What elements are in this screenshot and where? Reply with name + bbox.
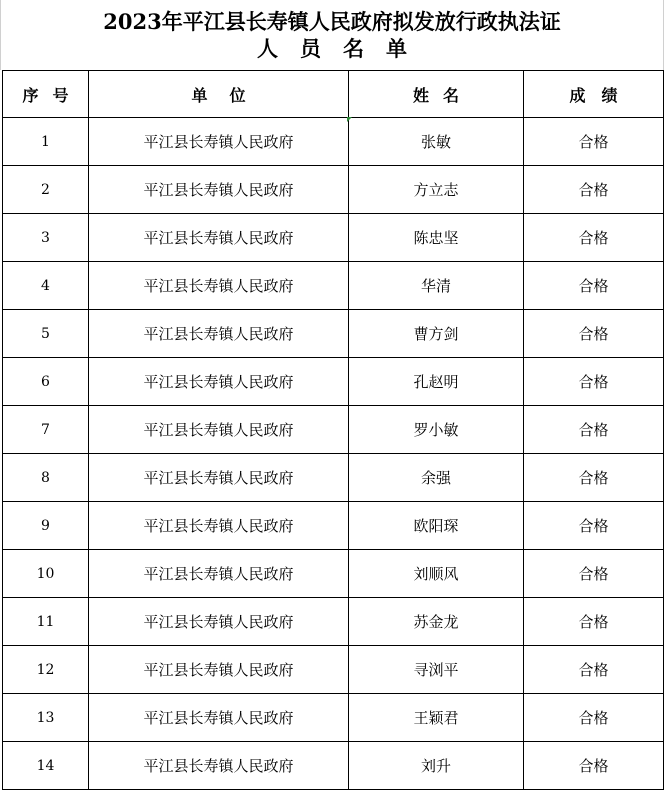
cell-seq: 9: [3, 502, 89, 550]
cell-unit: 平江县长寿镇人民政府: [89, 310, 349, 358]
cell-unit: 平江县长寿镇人民政府: [89, 214, 349, 262]
cell-unit: 平江县长寿镇人民政府: [89, 502, 349, 550]
table-row: [3, 358, 664, 406]
cell-name: 孔赵明: [349, 358, 524, 406]
cell-seq: 6: [3, 358, 89, 406]
cell-score: 合格: [524, 166, 664, 214]
cell-unit: 平江县长寿镇人民政府: [89, 598, 349, 646]
cell-score: 合格: [524, 598, 664, 646]
cell-seq: 5: [3, 310, 89, 358]
cell-seq: 7: [3, 406, 89, 454]
document-title: [0, 0, 664, 70]
cell-name: 张敏: [349, 118, 524, 166]
cell-unit: 平江县长寿镇人民政府: [89, 646, 349, 694]
title-line-2: 人员名单: [257, 36, 429, 61]
cell-score: 合格: [524, 550, 664, 598]
cell-score: 合格: [524, 742, 664, 790]
cell-score: 合格: [524, 262, 664, 310]
cell-score: 合格: [524, 502, 664, 550]
cell-seq: 8: [3, 454, 89, 502]
table-row: [3, 118, 664, 166]
cell-score: 合格: [524, 694, 664, 742]
cell-unit: 平江县长寿镇人民政府: [89, 742, 349, 790]
cell-score: 合格: [524, 454, 664, 502]
table-header-row: [3, 71, 664, 118]
table-row: [3, 262, 664, 310]
table-row: [3, 214, 664, 262]
table-row: [3, 742, 664, 790]
header-unit: 单位: [89, 71, 349, 118]
title-line-1: 2023年平江县长寿镇人民政府拟发放行政执法证: [103, 9, 561, 34]
cell-unit: 平江县长寿镇人民政府: [89, 406, 349, 454]
table-row: [3, 598, 664, 646]
cell-name: 王颖君: [349, 694, 524, 742]
table-row: [3, 406, 664, 454]
table-body: [3, 118, 664, 790]
cell-seq: 3: [3, 214, 89, 262]
personnel-table: [2, 70, 664, 790]
cell-name: 华清: [349, 262, 524, 310]
cell-name: 欧阳琛: [349, 502, 524, 550]
cell-name: 苏金龙: [349, 598, 524, 646]
cell-seq: 4: [3, 262, 89, 310]
cell-seq: 12: [3, 646, 89, 694]
cell-unit: 平江县长寿镇人民政府: [89, 262, 349, 310]
table-row: [3, 310, 664, 358]
cell-seq: 11: [3, 598, 89, 646]
cell-unit: 平江县长寿镇人民政府: [89, 166, 349, 214]
cell-score: 合格: [524, 118, 664, 166]
cell-name: 刘顺风: [349, 550, 524, 598]
cell-score: 合格: [524, 406, 664, 454]
table-row: [3, 454, 664, 502]
cell-unit: 平江县长寿镇人民政府: [89, 694, 349, 742]
table-row: [3, 550, 664, 598]
cell-seq: 1: [3, 118, 89, 166]
cell-unit: 平江县长寿镇人民政府: [89, 358, 349, 406]
cell-comment-marker: [347, 117, 352, 122]
table-row: [3, 694, 664, 742]
cell-score: 合格: [524, 358, 664, 406]
table-row: [3, 502, 664, 550]
cell-name: 寻浏平: [349, 646, 524, 694]
cell-score: 合格: [524, 310, 664, 358]
cell-name: 余强: [349, 454, 524, 502]
table-row: [3, 166, 664, 214]
cell-name: 曹方剑: [349, 310, 524, 358]
cell-seq: 13: [3, 694, 89, 742]
header-name: 姓名: [349, 71, 524, 118]
cell-seq: 10: [3, 550, 89, 598]
cell-score: 合格: [524, 646, 664, 694]
cell-name: 刘升: [349, 742, 524, 790]
cell-seq: 14: [3, 742, 89, 790]
cell-name: 方立志: [349, 166, 524, 214]
header-seq: 序号: [3, 71, 89, 118]
cell-unit: 平江县长寿镇人民政府: [89, 454, 349, 502]
header-score: 成绩: [524, 71, 664, 118]
cell-score: 合格: [524, 214, 664, 262]
cell-name: 陈忠坚: [349, 214, 524, 262]
table-row: [3, 646, 664, 694]
cell-name: 罗小敏: [349, 406, 524, 454]
cell-unit: 平江县长寿镇人民政府: [89, 118, 349, 166]
cell-seq: 2: [3, 166, 89, 214]
cell-unit: 平江县长寿镇人民政府: [89, 550, 349, 598]
